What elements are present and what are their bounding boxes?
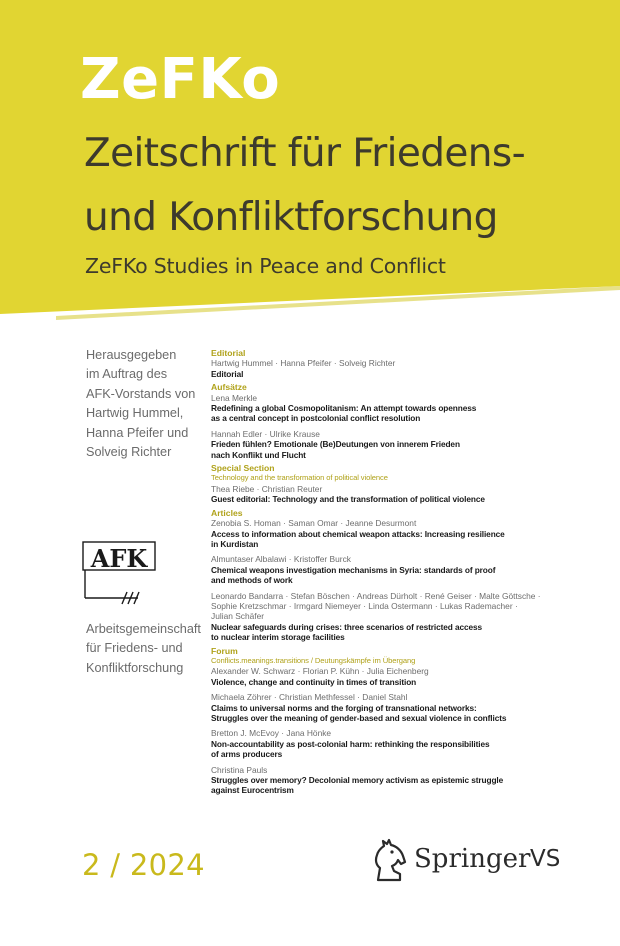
article-title: nach Konflikt und Flucht (211, 449, 306, 460)
article-title: Editorial (211, 368, 244, 379)
article-title: Chemical weapons investigation mechanisms in Syria: standards of proof (211, 564, 496, 575)
article-title: Struggles over the meaning of gender-based and sexual violence in conflicts (211, 713, 507, 723)
journal-brand: ZeFKo (80, 47, 281, 112)
journal-title-line-2: und Konfliktforschung (84, 195, 498, 240)
article-authors: Hartwig Hummel · Hanna Pfeifer · Solveig Richter (211, 358, 396, 369)
article-title: against Eurocentrism (211, 785, 294, 796)
editors-line: Solveig Richter (86, 445, 172, 460)
afk-name-line: Arbeitsgemeinschaft (86, 622, 201, 636)
article-title: to nuclear interim storage facilities (211, 632, 345, 643)
editors-block (86, 346, 201, 462)
afk-logo-text: AFK (90, 544, 148, 573)
article-authors: Julian Schäfer (211, 611, 265, 622)
publisher-imprint: VS (530, 846, 561, 872)
article-title: of arms producers (211, 749, 283, 760)
article-title: Non-accountability as post-colonial harm: rethinking the responsibilities (211, 738, 490, 749)
article-title: Access to information about chemical weapon attacks: Increasing resilience (211, 528, 505, 539)
journal-subtitle: ZeFKo Studies in Peace and Conflict (85, 254, 446, 278)
afk-logo-icon (82, 540, 156, 606)
article-authors: Bretton J. McEvoy · Jana Hönke (211, 728, 332, 739)
section-heading-articles: Articles (211, 507, 243, 518)
article-title: Guest editorial: Technology and the transformation of political violence (211, 494, 485, 505)
section-heading-forum: Forum (211, 645, 238, 656)
afk-name-line: für Friedens- und (86, 641, 183, 656)
editors-line: Hartwig Hummel, (86, 406, 184, 421)
article-title: Frieden fühlen? Emotionale (Be)Deutungen von innerem Frieden (211, 439, 460, 450)
afk-full-name (86, 620, 201, 678)
article-authors: Almuntaser Albalawi · Kristoffer Burck (211, 554, 351, 565)
article-authors: Leonardo Bandarra · Stefan Böschen · Andreas Dürholt · René Geiser · Malte Göttsche · (211, 590, 541, 601)
editors-line: AFK-Vorstands von (86, 386, 196, 401)
editors-line: Hanna Pfeifer und (86, 425, 189, 440)
article-authors: Hannah Edler · Ulrike Krause (211, 428, 320, 439)
section-subheading: Conflicts.meanings.transitions / Deutungskämpfe im Übergang (211, 655, 416, 665)
article-title: Violence, change and continuity in times of transition (211, 676, 417, 687)
table-of-contents (211, 348, 611, 796)
section-heading-editorial: Editorial (211, 348, 246, 358)
article-authors: Christina Pauls (211, 764, 268, 775)
article-authors: Michaela Zöhrer · Christian Methfessel · Daniel Stahl (211, 692, 408, 703)
article-authors: Alexander W. Schwarz · Florian P. Kühn · Julia Eichenberg (211, 666, 429, 677)
article-title: as a central concept in postcolonial conflict resolution (211, 413, 421, 424)
article-title: Redefining a global Cosmopolitanism: An attempt towards openness (211, 403, 477, 414)
article-title: and methods of work (211, 575, 293, 586)
editors-line: Herausgegeben (86, 348, 177, 362)
article-authors: Thea Riebe · Christian Reuter (211, 483, 323, 494)
editors-line: im Auftrag des (86, 367, 168, 382)
springer-horse-icon (370, 838, 408, 882)
journal-title-line-1: Zeitschrift für Friedens- (84, 131, 526, 176)
article-authors: Sophie Kretzschmar · Irmgard Niemeyer · Linda Ostermann · Lukas Rademacher · (211, 600, 518, 611)
article-authors: Zenobia S. Homan · Saman Omar · Jeanne Desurmont (211, 518, 417, 529)
section-heading-aufsaetze: Aufsätze (211, 382, 247, 393)
article-title: Struggles over memory? Decolonial memory activism as epistemic struggle (211, 775, 504, 786)
section-heading-special: Special Section (211, 463, 275, 474)
issue-number: 2 / 2024 (82, 848, 205, 882)
article-authors: Lena Merkle (211, 392, 258, 403)
section-subheading: Technology and the transformation of political violence (211, 473, 388, 483)
article-title: Claims to universal norms and the forging of transnational networks: (211, 702, 477, 713)
publisher-name: Springer (414, 844, 531, 874)
article-title: in Kurdistan (211, 538, 259, 549)
afk-name-line: Konfliktforschung (86, 660, 184, 675)
article-title: Nuclear safeguards during crises: three scenarios of restricted access (211, 621, 483, 632)
